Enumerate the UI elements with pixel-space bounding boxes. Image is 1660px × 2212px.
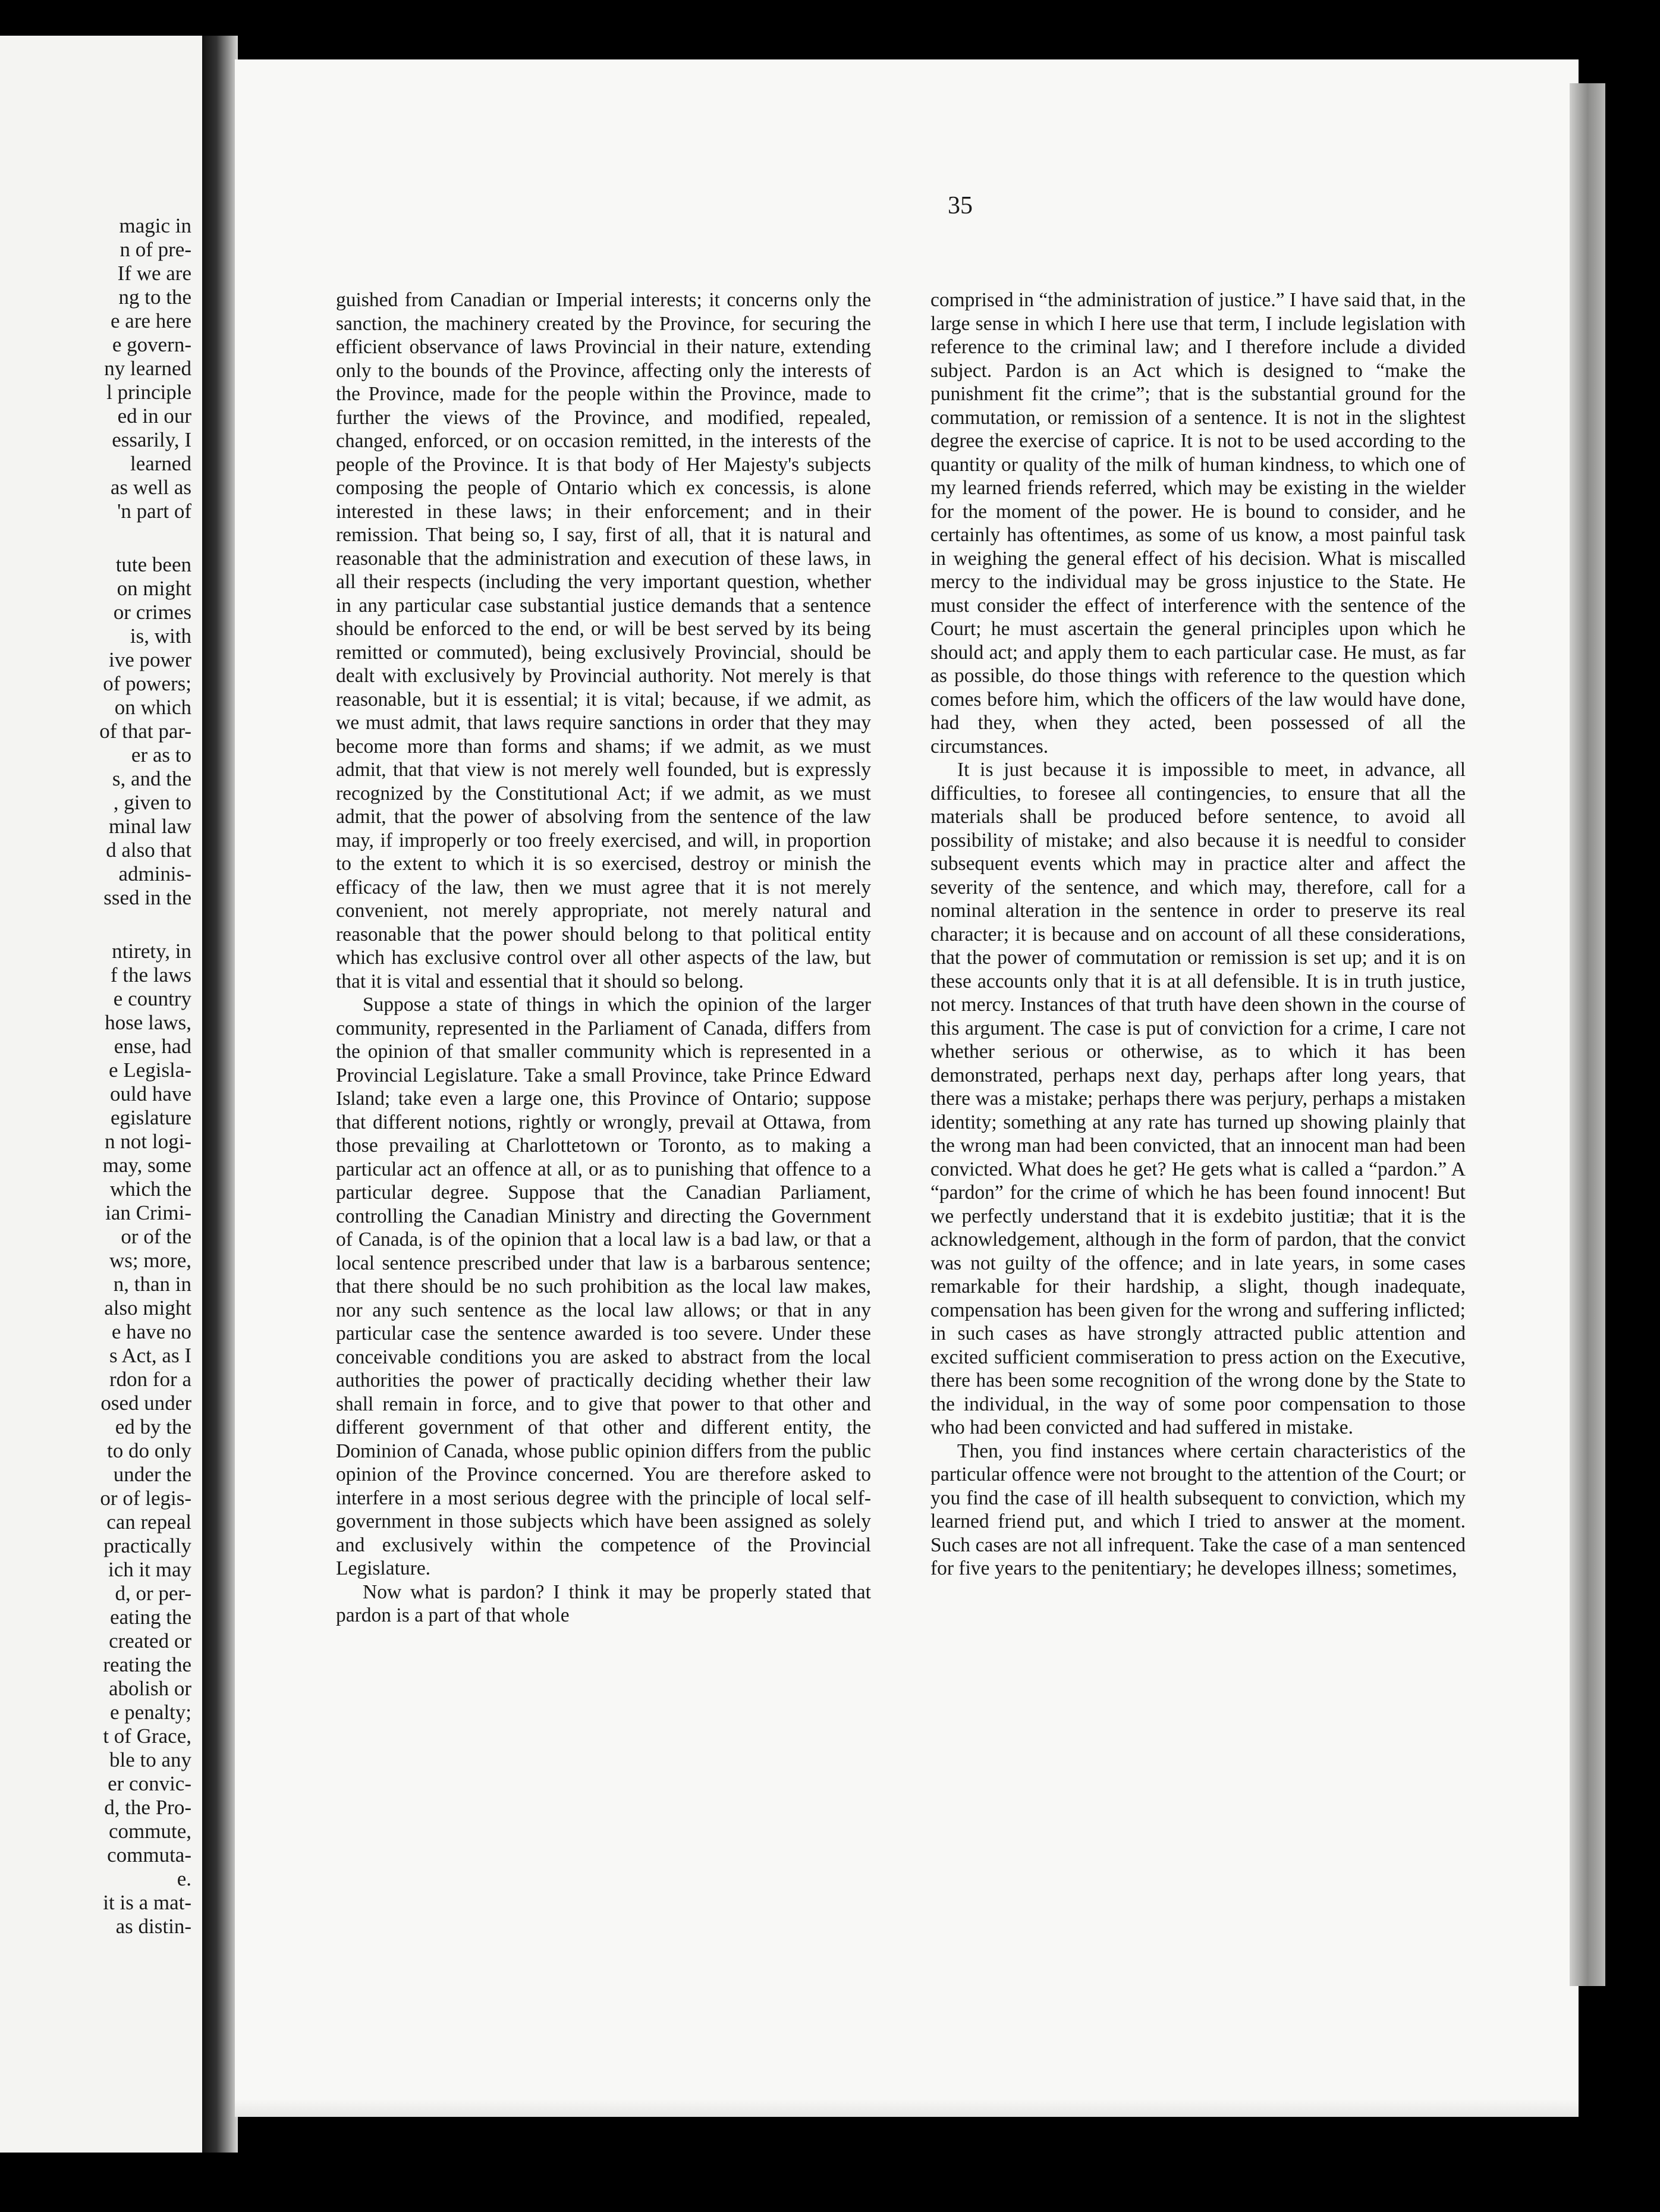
paragraph: guished from Canadian or Imperial interests; it concerns only the sanction, the machinery created by the Province, for securing the efficient observance of laws Provincial in their nature, extending only to the bounds of the Province, affecting only the interests of the Province, made for the people within the Province, made to further the views of the Province, and modified, repealed, changed, enforced, or on occasion remitted, in the interests of the people of the Province. It is that body of Her Majesty's subjects composing the people of Ontario which ex concessis, is alone interested in these laws; in their enforcement; and in their remission. That being so, I say, first of all, that it is natural and reasonable that the administration and execution of these laws, in all their respects (including the very important question, whether in any particular case substantial justice demands that a sentence should be enforced to the end, or will be best served by its being remitted or commuted), being exclusively Provincial, should be dealt with exclusively by Provincial authority. Not merely is that reasonable, but it is essential; it is vital; because, if we admit, as we must admit, that laws require sanctions in order that they may become more than forms and shams; if we admit, as we must admit, that that view is not merely well founded, but is expressly recognized by the Constitutional Act; if we admit, as we must admit, that the power of absolving from the sentence of the law may, if improperly or too freely exercised, and will, in proportion to the extent to which it is so exercised, destroy or minish the efficacy of the law, then we must agree that it is not merely convenient, not merely appropriate, not merely natural and reasonable that the power should belong to that political entity which has exclusive control over all other aspects of the law, but that it is vital and essential that it should so belong.: [336, 289, 871, 992]
fragment-line: ny learned: [104, 357, 191, 380]
fragment-line: d, the Pro-: [104, 1796, 191, 1819]
fragment-line: d, or per-: [115, 1582, 191, 1605]
fragment-line: tute been: [115, 553, 191, 576]
fragment-line: f the laws: [110, 963, 191, 986]
paragraph: Now what is pardon? I think it may be properly stated that pardon is a part of that whole: [336, 1581, 871, 1626]
fragment-line: e country: [113, 987, 191, 1010]
page-number: 35: [948, 192, 973, 219]
fragment-line: under the: [113, 1463, 191, 1486]
fragment-block: [0, 214, 191, 523]
fragment-line: e penalty;: [109, 1701, 191, 1724]
fragment-line: commute,: [109, 1820, 191, 1843]
fragment-line: magic in: [119, 214, 191, 237]
fragment-line: ble to any: [109, 1748, 191, 1771]
fragment-line: on which: [114, 696, 191, 719]
fragment-line: osed under: [100, 1391, 191, 1415]
book-gutter: [202, 36, 238, 2153]
fragment-line: d also that: [106, 838, 191, 862]
fragment-line: n, than in: [113, 1272, 191, 1296]
fragment-line: is, with: [130, 624, 191, 648]
fragment-line: minal law: [109, 815, 191, 838]
fragment-line: as distin-: [115, 1915, 191, 1938]
fragment-line: ws; more,: [109, 1249, 191, 1272]
fragment-line: ed by the: [115, 1415, 191, 1438]
fragment-line: to do only: [107, 1439, 191, 1462]
fragment-line: s Act, as I: [109, 1344, 191, 1367]
paragraph: It is just because it is impossible to meet, in advance, all difficulties, to foresee all contingencies, to ensure that all the materials shall be produced before sentence, to avoid all possibility of mistake; and also because it is needful to consider subsequent events which may in practice alter and affect the severity of the sentence, and which may, therefore, call for a nominal alteration in the sentence in order to preserve its real character; it is because and on account of all these considerations, that the power of commutation or remission is set up; and it is on these accounts only that it is at all defensible. It is in truth justice, not mercy. Instances of that truth have deen shown in the course of this argument. The case is put of conviction for a crime, I care not whether serious or otherwise, as to which it has been demonstrated, perhaps next day, perhaps after long years, that there was a mistake; perhaps there was perjury, perhaps a mistaken identity; something at any rate has turned up showing plainly that the wrong man had been convicted, that an innocent man had been convicted. What does he get? He gets what is called a “pardon.” A “pardon” for the crime of which he has been found innocent! But we perfectly understand that it is exdebito justitiæ; that it is the acknowledgement, although in the form of pardon, that the convict was not guilty of the offence; and in late years, in some cases remarkable for their hardship, a slight, though inadequate, compensation has been given for the wrong and suffering inflicted; in such cases as have strongly attracted public attention and excited sufficient commiseration to press action on the Executive, there has been some recognition of the wrong done by the State to the individual, in the way of some poor compensation to those who had been convicted and had suffered in mistake.: [930, 759, 1466, 1438]
fragment-line: of that par-: [99, 719, 191, 743]
fragment-line: as well as: [110, 476, 191, 499]
fragment-line: e Legisla-: [109, 1058, 191, 1082]
fragment-line: 'n part of: [117, 499, 191, 523]
fragment-line: commuta-: [107, 1843, 191, 1867]
fragment-line: ive power: [109, 648, 191, 671]
fragment-line: it is a mat-: [103, 1891, 191, 1914]
previous-page-text: [0, 214, 191, 1968]
fragment-line: created or: [109, 1629, 191, 1652]
fragment-line: er convic-: [108, 1772, 191, 1795]
fragment-line: e.: [177, 1867, 191, 1890]
fragment-line: learned: [130, 452, 191, 475]
fragment-line: rdon for a: [109, 1368, 191, 1391]
left-column: [336, 288, 871, 1627]
previous-page-edge: [0, 36, 202, 2153]
fragment-line: or of legis-: [100, 1487, 191, 1510]
fragment-line: e govern-: [112, 333, 191, 356]
fragment-line: ich it may: [108, 1558, 191, 1581]
paragraph: comprised in “the administration of justice.” I have said that, in the large sense in which I here use that term, I include legislation with reference to the criminal law; and I therefore include a divided subject. Pardon is an Act which is designed to “make the punishment fit the crime”; that is the substantial ground for the commutation, or remission of a sentence. It is not in the slightest degree the exercise of caprice. It is not to be used according to the quantity or quality of the milk of human kindness, to which one of my learned friends referred, which may be existing in the wielder for the moment of the power. He is bound to consider, and he certainly has oftentimes, as some of us know, a most painful task in weighing the general effect of his decision. What is miscalled mercy to the individual may be gross injustice to the State. He must consider the effect of interference with the sentence of the Court; he must ascertain the general principles upon which he should act; and apply them to each particular case. He must, as far as possible, do those things with reference to the question which comes before him, which the officers of the law would have done, had they, when they acted, been possessed of all the circumstances.: [930, 289, 1466, 758]
fragment-line: er as to: [131, 743, 191, 766]
fragment-line: ssed in the: [103, 886, 191, 909]
fragment-line: or crimes: [113, 601, 191, 624]
fragment-line: ian Crimi-: [105, 1201, 191, 1224]
fragment-line: essarily, I: [112, 428, 191, 451]
fragment-line: ense, had: [114, 1035, 191, 1058]
fragment-line: abolish or: [108, 1677, 191, 1700]
fragment-line: reating the: [103, 1653, 191, 1676]
fragment-line: on might: [117, 577, 191, 600]
fragment-line: If we are: [117, 262, 191, 285]
paragraph: Suppose a state of things in which the opinion of the larger community, represented in the Parliament of Canada, differs from the opinion of that smaller community which is represented in a Provincial Legislature. Take a small Province, take Prince Edward Island; take even a large one, this Province of Ontario; suppose that different notions, rightly or wrongly, prevail at Ottawa, from those prevailing at Charlottetown or Toronto, as to making a particular act an offence at all, or as to punishing that offence to a particular degree. Suppose that the Canadian Parliament, controlling the Canadian Ministry and directing the Government of Canada, is of the opinion that a local law is a bad law, or that a local sentence prescribed under that law is a barbarous sentence; that there should be no such prohibition as the local law makes, nor any such sentence as the local law allows; or that in any particular case the sentence awarded is too severe. Under these conceivable conditions you are asked to abstract from the local authorities the power of practically deciding whether their law shall remain in force, and to give that power to that other and different government of that other and different entity, the Dominion of Canada, whose public opinion differs from the public opinion of the Province concerned. You are therefore asked to interfere in a most serious degree with the principle of local self-government in those subjects which have been assigned as solely and exclusively within the competence of the Provincial Legislature.: [336, 994, 871, 1579]
fragment-line: or of the: [121, 1225, 191, 1248]
page: [235, 59, 1579, 2117]
fragment-line: l principle: [106, 381, 191, 404]
fragment-line: of powers;: [103, 672, 191, 695]
fragment-line: n of pre-: [120, 238, 191, 261]
fragment-line: may, some: [102, 1154, 191, 1177]
page-bottom-shade: [235, 2099, 1579, 2117]
paragraph: Then, you find instances where certain characteristics of the particular offence were not brought to the attention of the Court; or you find the case of ill health subsequent to conviction, which my learned friend put, and which I tried to answer at the moment. Such cases are not all infrequent. Take the case of a man sentenced for five years to the penitentiary; he developes illness; sometimes,: [930, 1440, 1466, 1579]
fragment-line: ntirety, in: [112, 940, 191, 963]
fragment-line: n not logi-: [105, 1130, 191, 1153]
fragment-block: [0, 940, 191, 1938]
right-column: [930, 288, 1466, 1581]
fragment-line: egislature: [110, 1106, 191, 1129]
fragment-line: hose laws,: [105, 1011, 191, 1034]
fragment-line: can repeal: [106, 1510, 191, 1534]
page-stack-edge: [1570, 83, 1605, 1986]
fragment-block: [0, 553, 191, 910]
fragment-line: eating the: [109, 1605, 191, 1629]
fragment-line: which the: [109, 1177, 191, 1201]
fragment-line: e have no: [111, 1320, 191, 1343]
fragment-line: t of Grace,: [103, 1724, 191, 1748]
fragment-line: ed in our: [117, 404, 191, 428]
fragment-line: ould have: [109, 1082, 191, 1105]
fragment-line: ng to the: [118, 285, 191, 309]
fragment-line: also might: [104, 1296, 191, 1319]
fragment-line: , given to: [113, 791, 191, 814]
fragment-line: practically: [103, 1534, 191, 1557]
fragment-line: s, and the: [112, 767, 191, 790]
fragment-line: e are here: [111, 309, 191, 332]
fragment-line: adminis-: [118, 862, 191, 885]
